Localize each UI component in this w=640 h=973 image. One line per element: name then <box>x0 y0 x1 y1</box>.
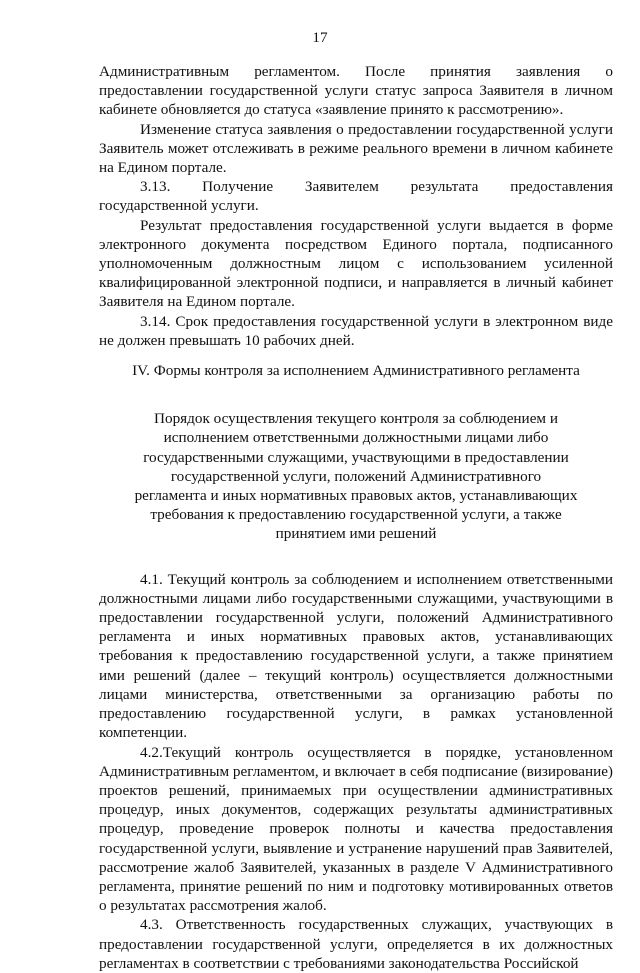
paragraph: 4.1. Текущий контроль за соблюдением и исполнением ответственными должностными лицами либо государственными служащими, участвующими в предоставлении государственной услуги, положений Административного регламента и иных нормативных правовых актов, устанавливающих требования к предоставлению государственной услуги, а также принятием ими решений (далее – текущий контроль) осуществляется должностными лицами министерства, ответственными за организацию работы по предоставлению государственной услуги, в рамках установленной компетенции. <box>99 570 613 742</box>
paragraph: Результат предоставления государственной услуги выдается в форме электронного документа посредством Единого портала, подписанного уполномоченным должностным лицом с использованием усиленной квалифицированной электронной подписи, и направляется в личный кабинет Заявителя на Едином портале. <box>99 216 613 311</box>
paragraph: Административным регламентом. После принятия заявления о предоставлении государственной услуги статус запроса Заявителя в личном кабинете обновляется до статуса «заявление принято к рассмотрению». <box>99 63 613 119</box>
page-content <box>99 62 613 973</box>
section-title: IV. Формы контроля за исполнением Административного регламента <box>132 362 580 380</box>
page-number: 17 <box>312 29 328 46</box>
paragraph: 4.2.Текущий контроль осуществляется в порядке, установленном Административным регламентом, и включает в себя подписание (визирование) проектов решений, принимаемых при осуществлении административных процедур, иных документов, содержащих результаты административных процедур, проведение проверок полноты и качества предоставления государственной услуги, выявление и устранение нарушений прав Заявителей, рассмотрение жалоб Заявителей, указанных в разделе V Административного регламента, принятие решений по ним и подготовку мотивированных ответов о результатах рассмотрения жалоб. <box>99 743 613 915</box>
paragraph: 3.13. Получение Заявителем результата предоставления государственной услуги. <box>99 178 613 215</box>
paragraph: 4.3. Ответственность государственных служащих, участвующих в предоставлении государственной услуги, определяется в их должностных регламентах в соответствии с требованиями законодательства Российской <box>99 916 613 972</box>
paragraph: 3.14. Срок предоставления государственной услуги в электронном виде не должен превышать 10 рабочих дней. <box>99 312 613 349</box>
paragraph: Изменение статуса заявления о предоставлении государственной услуги Заявитель может отслеживать в режиме реального времени в личном кабинете на Едином портале. <box>99 120 613 177</box>
subsection-title: Порядок осуществления текущего контроля за соблюдением и исполнением ответственными должностными лицами либо государственными служащими, участвующими в предоставлении государственной услуги, положений Административного регламента и иных нормативных правовых актов, устанавливающих требования к предоставлению государственной услуги, а также принятием ими решений <box>134 410 578 543</box>
